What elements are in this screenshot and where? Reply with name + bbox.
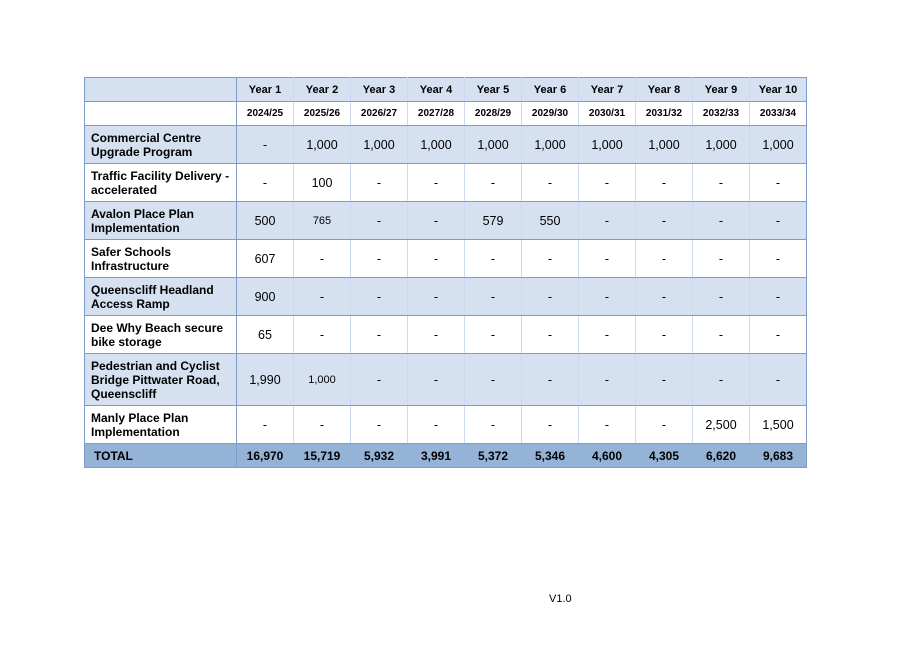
value-cell: - — [237, 406, 294, 444]
value-cell: - — [408, 406, 465, 444]
value-cell: - — [522, 278, 579, 316]
table-row — [85, 240, 807, 278]
value-cell: 1,000 — [465, 126, 522, 164]
version-label: V1.0 — [549, 593, 572, 605]
year-header: Year 8 — [636, 78, 693, 102]
value-cell: - — [522, 240, 579, 278]
total-cell: 15,719 — [294, 444, 351, 468]
value-cell: - — [579, 278, 636, 316]
value-cell: - — [522, 406, 579, 444]
table-row — [85, 202, 807, 240]
table-row — [85, 126, 807, 164]
table-row — [85, 354, 807, 406]
year-header: Year 1 — [237, 78, 294, 102]
value-cell: - — [579, 240, 636, 278]
value-cell: - — [636, 202, 693, 240]
value-cell: - — [351, 240, 408, 278]
value-cell: - — [693, 278, 750, 316]
financial-year-header: 2026/27 — [351, 102, 408, 126]
total-cell: 6,620 — [693, 444, 750, 468]
value-cell: - — [408, 316, 465, 354]
value-cell: - — [693, 316, 750, 354]
value-cell: 1,000 — [579, 126, 636, 164]
value-cell: - — [465, 240, 522, 278]
value-cell: - — [750, 164, 807, 202]
value-cell: 579 — [465, 202, 522, 240]
table-row — [85, 316, 807, 354]
value-cell: - — [636, 354, 693, 406]
project-name: Safer Schools Infrastructure — [85, 240, 237, 278]
value-cell: - — [408, 240, 465, 278]
value-cell: - — [408, 354, 465, 406]
value-cell: - — [522, 316, 579, 354]
value-cell: - — [465, 316, 522, 354]
value-cell: - — [579, 202, 636, 240]
value-cell: - — [237, 164, 294, 202]
value-cell: - — [351, 202, 408, 240]
value-cell: - — [693, 202, 750, 240]
table-row — [85, 164, 807, 202]
value-cell: 100 — [294, 164, 351, 202]
year-header: Year 3 — [351, 78, 408, 102]
value-cell: - — [750, 354, 807, 406]
value-cell: - — [237, 126, 294, 164]
value-cell: 1,000 — [294, 354, 351, 406]
value-cell: 765 — [294, 202, 351, 240]
financial-year-header: 2032/33 — [693, 102, 750, 126]
table-row — [85, 278, 807, 316]
year-header: Year 9 — [693, 78, 750, 102]
financial-year-header: 2025/26 — [294, 102, 351, 126]
total-cell: 5,372 — [465, 444, 522, 468]
value-cell: - — [579, 354, 636, 406]
value-cell: - — [465, 406, 522, 444]
financial-year-header: 2028/29 — [465, 102, 522, 126]
value-cell: - — [294, 240, 351, 278]
value-cell: - — [636, 316, 693, 354]
value-cell: - — [351, 406, 408, 444]
table-row — [85, 406, 807, 444]
year-header: Year 7 — [579, 78, 636, 102]
corner-cell — [85, 78, 237, 102]
year-header: Year 6 — [522, 78, 579, 102]
value-cell: - — [351, 354, 408, 406]
value-cell: - — [750, 278, 807, 316]
value-cell: - — [636, 278, 693, 316]
capital-works-table — [84, 77, 807, 468]
value-cell: - — [408, 164, 465, 202]
value-cell: - — [750, 316, 807, 354]
financial-year-header: 2030/31 — [579, 102, 636, 126]
financial-year-header: 2029/30 — [522, 102, 579, 126]
value-cell: 1,000 — [522, 126, 579, 164]
total-cell: 5,932 — [351, 444, 408, 468]
year-header: Year 2 — [294, 78, 351, 102]
value-cell: 1,500 — [750, 406, 807, 444]
total-cell: 3,991 — [408, 444, 465, 468]
total-cell: 5,346 — [522, 444, 579, 468]
value-cell: - — [636, 164, 693, 202]
total-cell: 9,683 — [750, 444, 807, 468]
value-cell: - — [465, 278, 522, 316]
value-cell: - — [750, 202, 807, 240]
project-name: Queenscliff Headland Access Ramp — [85, 278, 237, 316]
value-cell: - — [294, 406, 351, 444]
value-cell: 607 — [237, 240, 294, 278]
year-header: Year 10 — [750, 78, 807, 102]
total-row — [85, 444, 807, 468]
value-cell: - — [579, 316, 636, 354]
value-cell: 1,000 — [750, 126, 807, 164]
value-cell: 500 — [237, 202, 294, 240]
total-label: TOTAL — [85, 444, 237, 468]
value-cell: - — [636, 240, 693, 278]
value-cell: 1,000 — [408, 126, 465, 164]
value-cell: 1,000 — [693, 126, 750, 164]
financial-year-header: 2031/32 — [636, 102, 693, 126]
value-cell: 65 — [237, 316, 294, 354]
project-name: Manly Place Plan Implementation — [85, 406, 237, 444]
value-cell: - — [351, 316, 408, 354]
value-cell: - — [579, 406, 636, 444]
value-cell: 1,000 — [351, 126, 408, 164]
value-cell: 1,990 — [237, 354, 294, 406]
financial-year-header: 2024/25 — [237, 102, 294, 126]
project-name: Traffic Facility Delivery - accelerated — [85, 164, 237, 202]
financial-year-header: 2027/28 — [408, 102, 465, 126]
total-cell: 4,600 — [579, 444, 636, 468]
project-name: Commercial Centre Upgrade Program — [85, 126, 237, 164]
total-cell: 16,970 — [237, 444, 294, 468]
value-cell: - — [693, 354, 750, 406]
project-name: Avalon Place Plan Implementation — [85, 202, 237, 240]
project-name: Pedestrian and Cyclist Bridge Pittwater Road, Queenscliff — [85, 354, 237, 406]
value-cell: 550 — [522, 202, 579, 240]
value-cell: - — [522, 164, 579, 202]
value-cell: 900 — [237, 278, 294, 316]
value-cell: - — [750, 240, 807, 278]
year-header: Year 4 — [408, 78, 465, 102]
value-cell: - — [693, 240, 750, 278]
value-cell: - — [465, 354, 522, 406]
value-cell: - — [693, 164, 750, 202]
value-cell: - — [351, 164, 408, 202]
value-cell: - — [351, 278, 408, 316]
value-cell: 1,000 — [636, 126, 693, 164]
year-header: Year 5 — [465, 78, 522, 102]
value-cell: - — [579, 164, 636, 202]
project-name: Dee Why Beach secure bike storage — [85, 316, 237, 354]
value-cell: - — [636, 406, 693, 444]
total-cell: 4,305 — [636, 444, 693, 468]
value-cell: 2,500 — [693, 406, 750, 444]
value-cell: - — [408, 202, 465, 240]
value-cell: - — [294, 316, 351, 354]
value-cell: - — [465, 164, 522, 202]
value-cell: - — [294, 278, 351, 316]
value-cell: 1,000 — [294, 126, 351, 164]
financial-year-header: 2033/34 — [750, 102, 807, 126]
value-cell: - — [408, 278, 465, 316]
financial-year-row — [85, 102, 807, 126]
value-cell: - — [522, 354, 579, 406]
year-header-row — [85, 78, 807, 102]
corner-cell — [85, 102, 237, 126]
